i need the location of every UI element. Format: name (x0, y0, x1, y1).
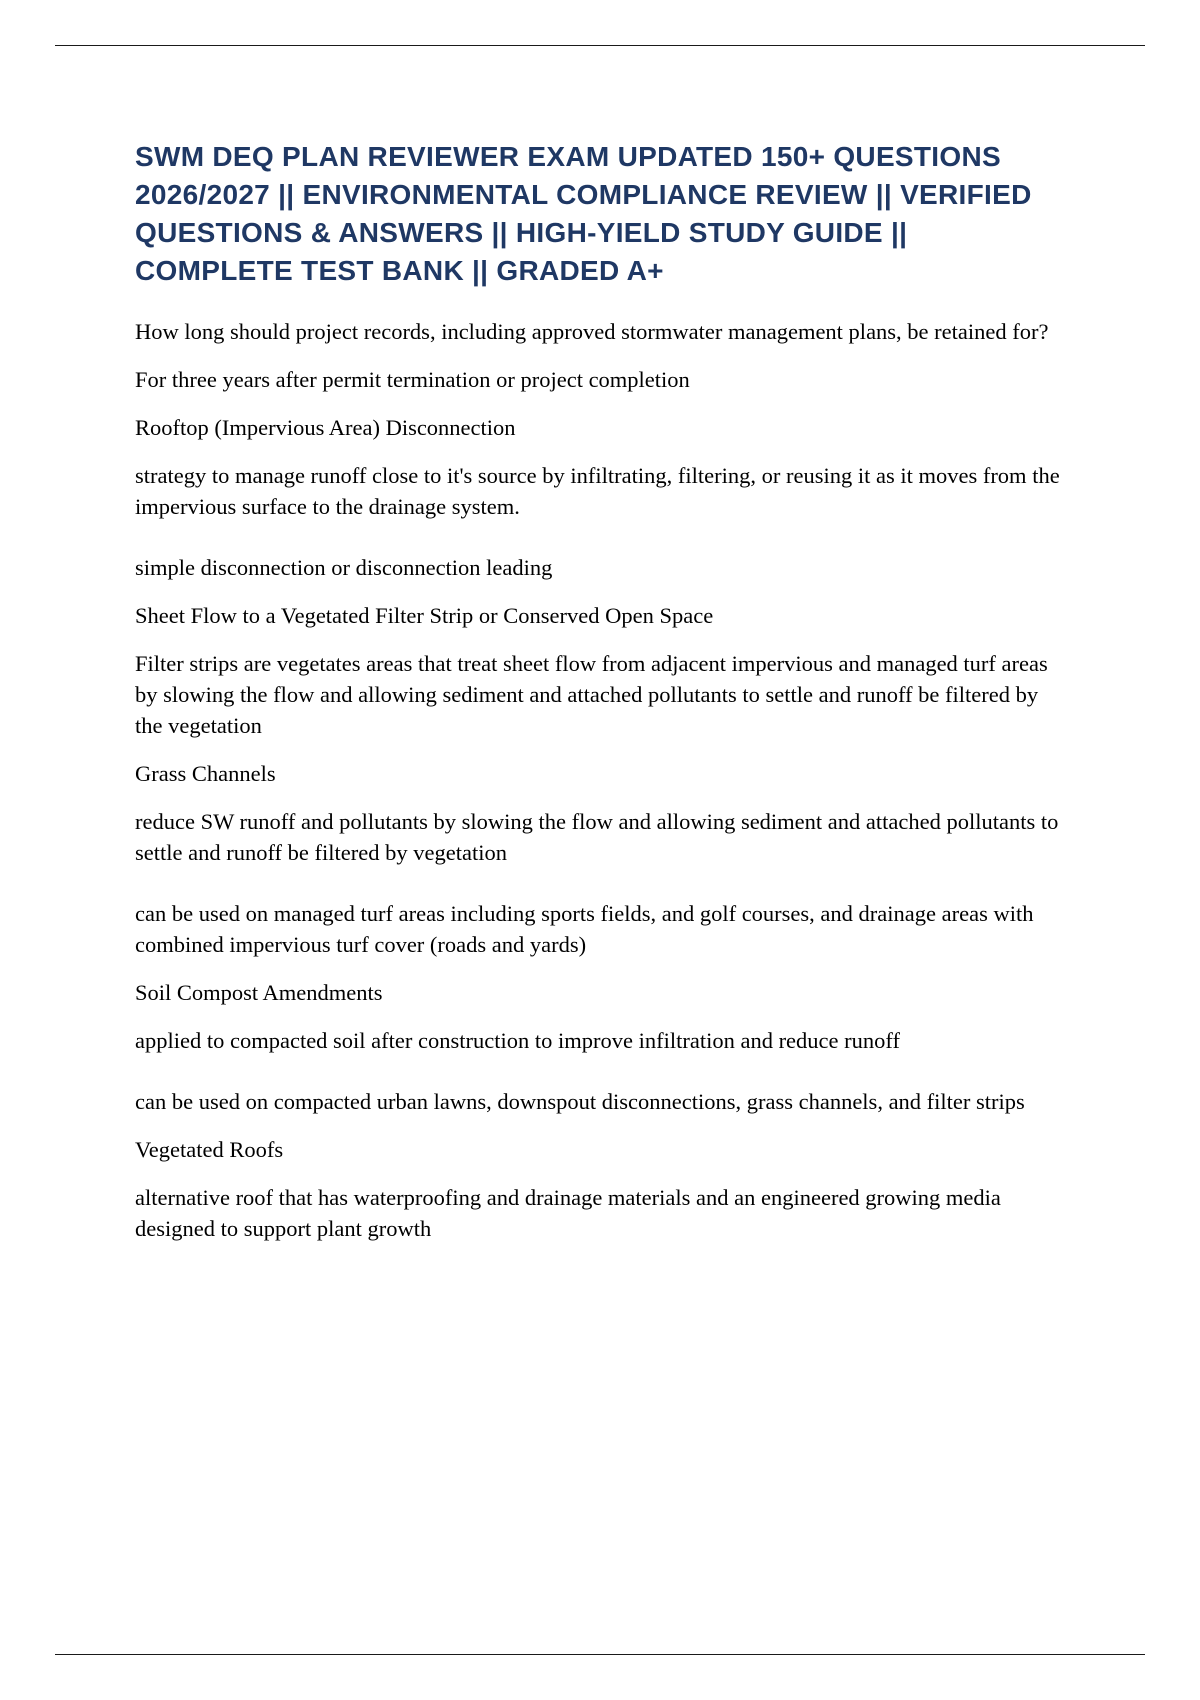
bottom-rule (55, 1654, 1145, 1655)
document-content (135, 138, 1065, 1261)
page-title: SWM DEQ PLAN REVIEWER EXAM UPDATED 150+ QUESTIONS 2026/2027 || ENVIRONMENTAL COMPLIANCE REVIEW || VERIFIED QUESTIONS & ANSWERS || HIGH-YIELD STUDY GUIDE || COMPLETE TEST BANK || GRADED A+ (135, 141, 1032, 286)
paragraph-term: Vegetated Roofs (135, 1137, 284, 1162)
paragraph-answer: For three years after permit termination or project completion (135, 367, 690, 392)
paragraph-definition: alternative roof that has waterproofing and drainage materials and an engineered growing media designed to support plant growth (135, 1185, 1001, 1241)
paragraph-definition-continued: can be used on managed turf areas including sports fields, and golf courses, and drainage areas with combined impervious turf cover (roads and yards) (135, 901, 1034, 957)
paragraph-definition: applied to compacted soil after construction to improve infiltration and reduce runoff (135, 1028, 900, 1053)
paragraph-term: Sheet Flow to a Vegetated Filter Strip or Conserved Open Space (135, 603, 714, 628)
paragraph-definition: Filter strips are vegetates areas that treat sheet flow from adjacent impervious and managed turf areas by slowing the flow and allowing sediment and attached pollutants to settle and runoff be filtered by the vegetation (135, 651, 1048, 738)
paragraph-definition: strategy to manage runoff close to it's source by infiltrating, filtering, or reusing it as it moves from the impervious surface to the drainage system. (135, 463, 1060, 519)
paragraph-term: Soil Compost Amendments (135, 980, 383, 1005)
paragraph-definition-continued: simple disconnection or disconnection leading (135, 555, 553, 580)
paragraph-term: Rooftop (Impervious Area) Disconnection (135, 415, 516, 440)
paragraph-term: Grass Channels (135, 761, 276, 786)
top-rule (55, 45, 1145, 46)
paragraph-definition: reduce SW runoff and pollutants by slowing the flow and allowing sediment and attached pollutants to settle and runoff be filtered by vegetation (135, 809, 1059, 865)
paragraph-question: How long should project records, including approved stormwater management plans, be retained for? (135, 319, 1049, 344)
paragraph-definition-continued: can be used on compacted urban lawns, downspout disconnections, grass channels, and filter strips (135, 1089, 1025, 1114)
